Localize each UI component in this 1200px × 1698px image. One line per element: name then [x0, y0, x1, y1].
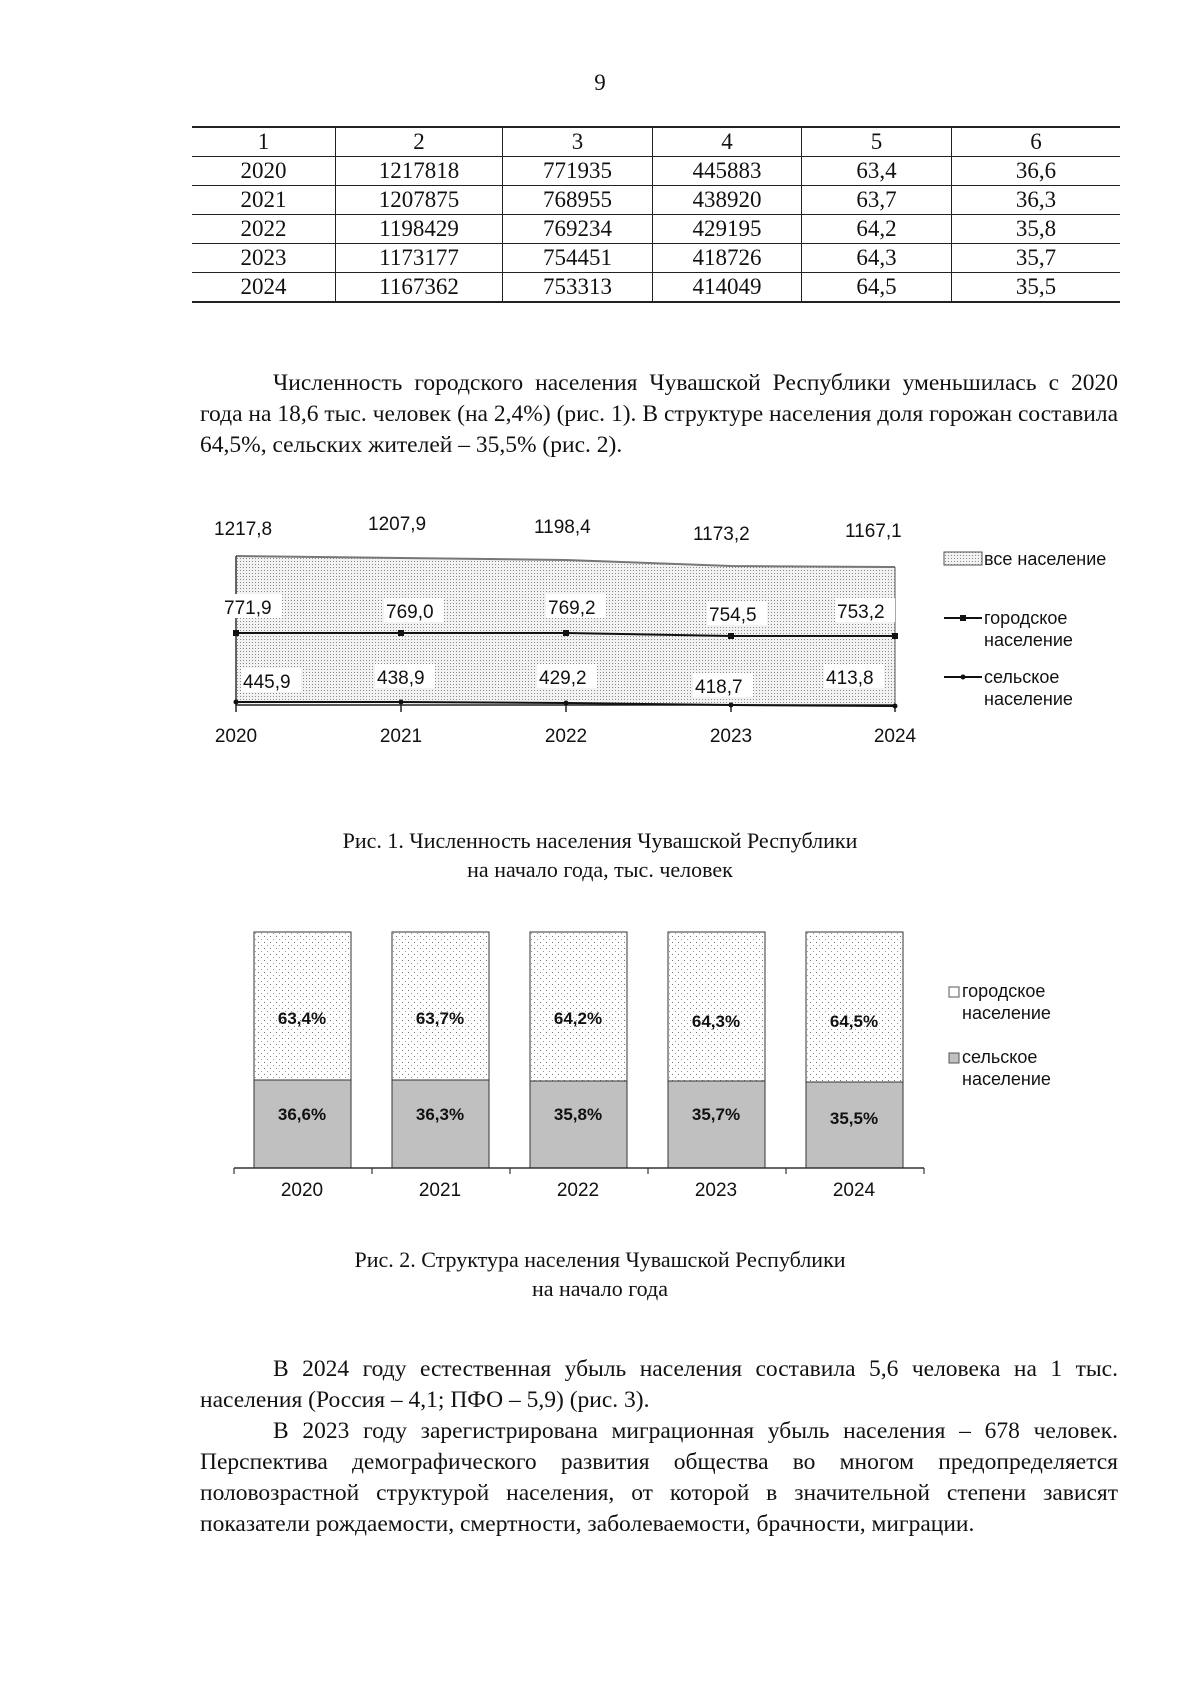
- total-label: 1217,8: [214, 519, 273, 540]
- year-label: 2024: [832, 1180, 876, 1201]
- page-number: 9: [594, 70, 606, 95]
- legend-label-rural: сельское: [962, 1047, 1038, 1067]
- table-cell: 429195: [653, 215, 802, 244]
- total-label: 1167,1: [845, 521, 902, 542]
- table-cell: 771935: [503, 157, 653, 186]
- year-label: 2022: [544, 726, 588, 747]
- urban-percent-label: 64,3%: [691, 1012, 741, 1031]
- legend-swatch-total: [944, 552, 982, 565]
- table-cell: 36,6: [952, 157, 1121, 186]
- urban-percent-label: 63,4%: [277, 1009, 327, 1028]
- rural-percent-label: 36,6%: [277, 1105, 327, 1124]
- urban-label: 753,2: [837, 602, 885, 623]
- table-cell: 438920: [653, 186, 802, 215]
- table-cell: 2022: [192, 215, 336, 244]
- figure2-chart: [0, 920, 1200, 1210]
- year-label: 2023: [694, 1180, 738, 1201]
- paragraph-text: Численность городского населения Чувашской Республики уменьшилась с 2020 года на 18,6 тыс. человек (на 2,4%) (рис. 1). В структуре населения доля горожан составила 64,5%, сельских жителей – 35,5% (рис. 2).: [200, 370, 1118, 458]
- figure2-legend: [949, 981, 1051, 1089]
- table-cell: 768955: [503, 186, 653, 215]
- table-cell: 1207875: [336, 186, 503, 215]
- table-cell: 769234: [503, 215, 653, 244]
- figure2-caption: [0, 1245, 1200, 1303]
- population-table: [192, 126, 1120, 303]
- caption-line: Рис. 1. Численность населения Чувашской Республики: [342, 828, 858, 853]
- urban-percent-label: 64,5%: [829, 1012, 879, 1031]
- total-label: 1173,2: [693, 524, 750, 545]
- rural-label: 445,9: [243, 672, 291, 693]
- legend-label-urban-2: население: [984, 630, 1073, 650]
- table-row: [192, 215, 1120, 244]
- urban-label: 769,2: [548, 598, 596, 619]
- total-label: 1207,9: [368, 514, 427, 535]
- year-label: 2021: [418, 1180, 462, 1201]
- urban-percent-label: 64,2%: [553, 1009, 603, 1028]
- legend-swatch-rural: [949, 1053, 959, 1063]
- table-cell: 1173177: [336, 244, 503, 273]
- table-cell: 64,3: [802, 244, 952, 273]
- bar-rural: [254, 1080, 351, 1168]
- paragraph-text: В 2024 году естественная убыль населения составила 5,6 человека на 1 тыс. населения (Россия – 4,1; ПФО – 5,9) (рис. 3).: [200, 1356, 1118, 1413]
- stacked-bars: [254, 932, 903, 1168]
- year-label: 2020: [280, 1180, 324, 1201]
- table-row: [192, 244, 1120, 273]
- table-cell: 2021: [192, 186, 336, 215]
- table-cell: 5: [802, 127, 952, 157]
- table-cell: 64,5: [802, 273, 952, 303]
- table-cell: 753313: [503, 273, 653, 303]
- table-cell: 445883: [653, 157, 802, 186]
- rural-percent-label: 35,5%: [829, 1109, 879, 1128]
- rural-label: 413,8: [826, 668, 874, 689]
- bar-urban: [530, 932, 627, 1081]
- table-cell: 63,7: [802, 186, 952, 215]
- figure1-caption: [0, 826, 1200, 884]
- bar-urban: [668, 932, 765, 1081]
- legend-label-urban-2: население: [962, 1003, 1051, 1023]
- rural-percent-label: 36,3%: [415, 1105, 465, 1124]
- legend-label-urban: городское: [984, 608, 1068, 628]
- urban-percent-label: 63,7%: [415, 1009, 465, 1028]
- table-cell: 6: [952, 127, 1121, 157]
- figure1-chart: [0, 500, 1200, 760]
- table-cell: 754451: [503, 244, 653, 273]
- caption-line: Рис. 2. Структура населения Чувашской Республики: [354, 1247, 846, 1272]
- table-cell: 1: [192, 127, 336, 157]
- paragraph-urban-population: [200, 368, 1118, 461]
- bar-rural: [668, 1081, 765, 1168]
- table-cell: 63,4: [802, 157, 952, 186]
- table-cell: 418726: [653, 244, 802, 273]
- table-cell: 3: [503, 127, 653, 157]
- year-label: 2021: [379, 726, 423, 747]
- bar-urban: [392, 932, 489, 1080]
- year-label: 2024: [873, 726, 917, 747]
- rural-label: 418,7: [695, 677, 743, 698]
- table-cell: 2023: [192, 244, 336, 273]
- figure1-legend: [944, 549, 1106, 709]
- urban-label: 769,0: [386, 602, 434, 623]
- rural-label: 438,9: [377, 668, 425, 689]
- rural-percent-label: 35,8%: [553, 1105, 603, 1124]
- table-cell: 1217818: [336, 157, 503, 186]
- table-cell: 2024: [192, 273, 336, 303]
- table-cell: 1198429: [336, 215, 503, 244]
- legend-label-rural: сельское: [984, 667, 1060, 687]
- caption-line: на начало года: [532, 1276, 668, 1301]
- table-header-row: [192, 127, 1120, 157]
- bar-rural: [392, 1080, 489, 1168]
- legend-swatch-urban: [949, 987, 959, 997]
- table-cell: 1167362: [336, 273, 503, 303]
- table-cell: 35,8: [952, 215, 1121, 244]
- paragraph-text: В 2023 году зарегистрирована миграционная убыль населения – 678 человек. Перспектива демографического развития общества во многом предопределяется половозрастной структурой населения, от которой в значительной степени зависят показатели рождаемости, смертности, заболеваемости, брачности, миграции.: [200, 1418, 1118, 1537]
- paragraph-natural-decline: [200, 1354, 1118, 1540]
- table-cell: 64,2: [802, 215, 952, 244]
- year-label: 2022: [556, 1180, 600, 1201]
- urban-label: 771,9: [224, 598, 272, 619]
- table-cell: 35,5: [952, 273, 1121, 303]
- table-cell: 4: [653, 127, 802, 157]
- legend-label-total: все население: [984, 549, 1107, 569]
- bar-rural: [530, 1081, 627, 1168]
- bar-urban: [254, 932, 351, 1080]
- year-label: 2020: [214, 726, 258, 747]
- table-row: [192, 273, 1120, 303]
- table-cell: 2: [336, 127, 503, 157]
- legend-label-urban: городское: [962, 981, 1046, 1001]
- table-cell: 35,7: [952, 244, 1121, 273]
- legend-label-rural-2: население: [984, 689, 1073, 709]
- caption-line: на начало года, тыс. человек: [467, 857, 733, 882]
- table-cell: 414049: [653, 273, 802, 303]
- urban-label: 754,5: [709, 605, 757, 626]
- year-label: 2023: [709, 726, 753, 747]
- rural-percent-label: 35,7%: [691, 1105, 741, 1124]
- total-label: 1198,4: [534, 517, 591, 538]
- table-cell: 36,3: [952, 186, 1121, 215]
- legend-label-rural-2: население: [962, 1069, 1051, 1089]
- table-row: [192, 157, 1120, 186]
- bar-urban: [806, 932, 903, 1082]
- table-row: [192, 186, 1120, 215]
- rural-label: 429,2: [539, 668, 587, 689]
- table-cell: 2020: [192, 157, 336, 186]
